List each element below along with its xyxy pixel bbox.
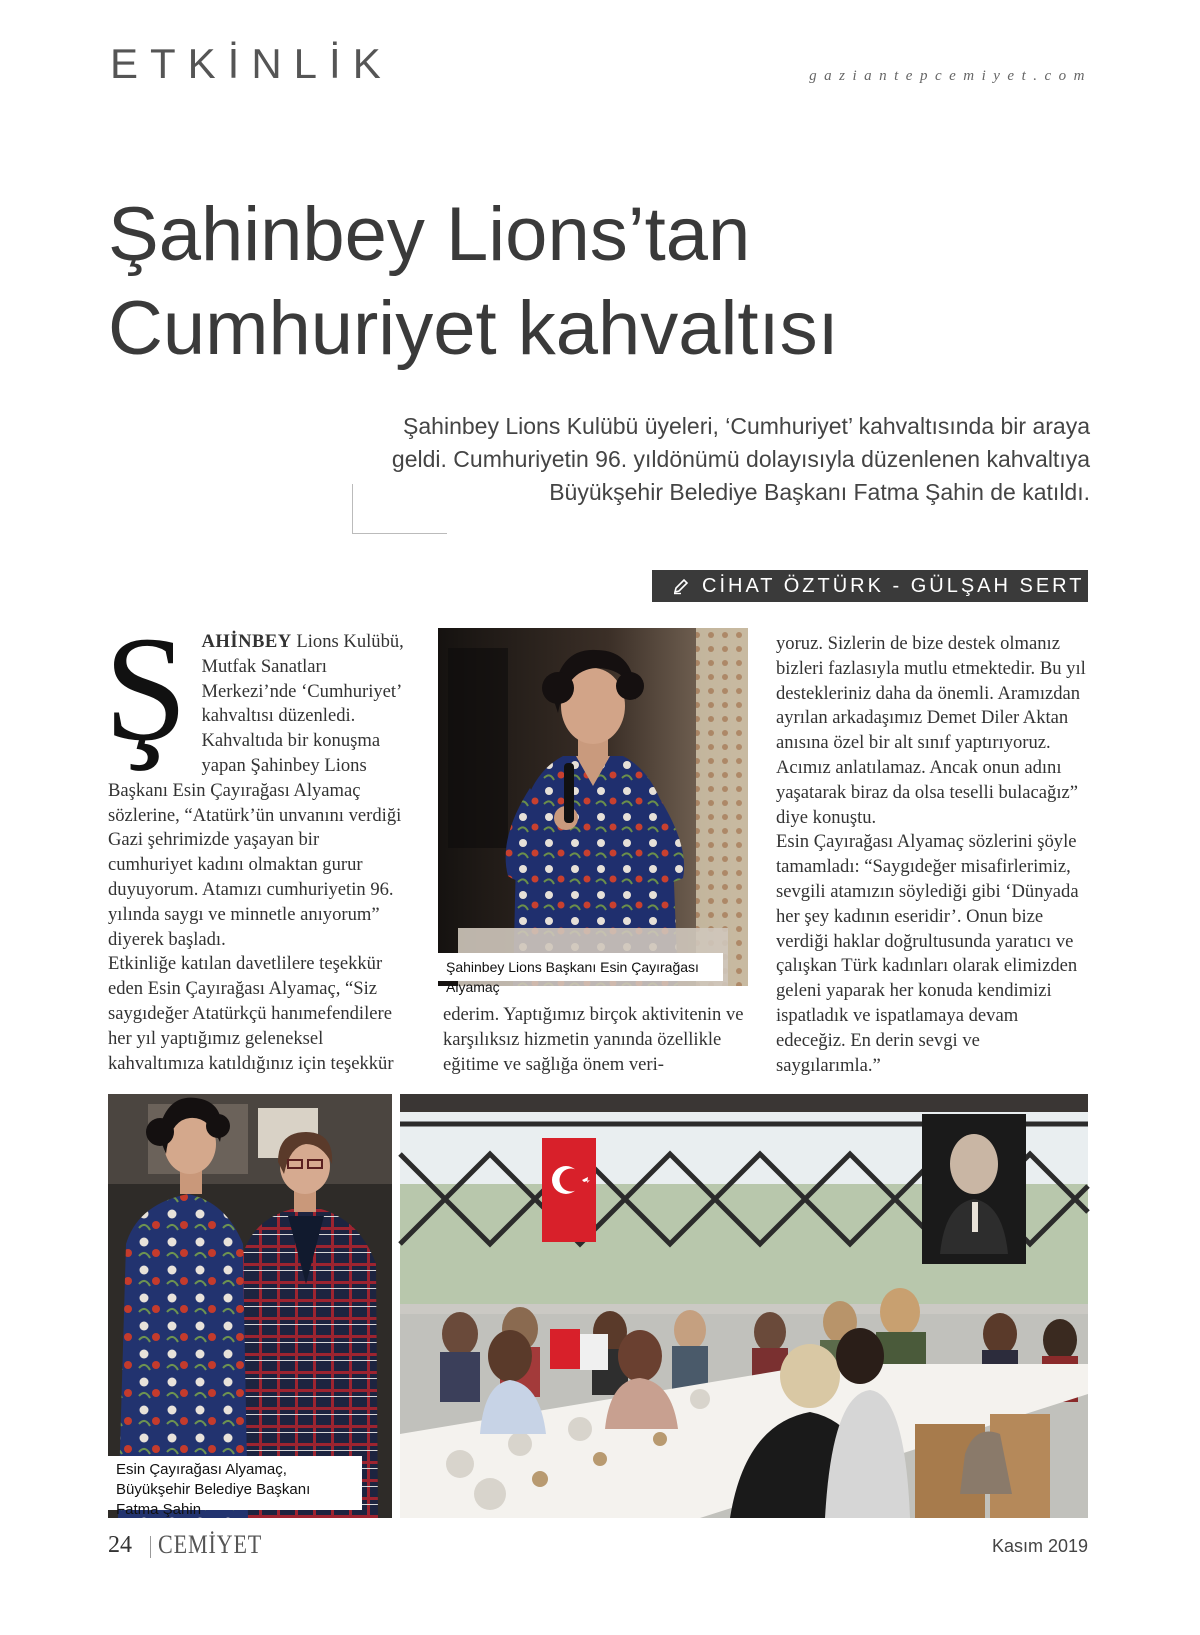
paragraph-4: yoruz. Sizlerin de bize destek olmanız bizleri fazlasıyla mutlu etmektedir. Bu yıl destekleriniz daha da önemli. Aramızdan ayrılan arkadaşımız Demet Diler Aktan anısına özel bir alt sınıf yaptırıyoruz. Acımız anlatılamaz. Ancak onun adını yaşatarak biraz da olsa teselli bulacağız” diye konuştu.	[776, 633, 1086, 828]
article-headline	[108, 188, 1068, 376]
paragraph-3: ederim. Yaptığımız birçok aktivitenin ve karşılıksız hizmetin yanında özellikle eğitime ve sağlığa önem veri-	[443, 1004, 744, 1075]
byline-authors: CİHAT ÖZTÜRK - GÜLŞAH SERT	[702, 574, 1085, 597]
headline-line-1: Şahinbey Lions’tan	[108, 192, 751, 277]
speaker-photo	[438, 628, 748, 995]
byline-bar	[652, 570, 1088, 602]
website-url[interactable]: gaziantepcemiyet.com	[809, 68, 1092, 84]
pen-icon	[672, 577, 690, 595]
lead-word: AHİNBEY	[201, 631, 292, 652]
body-column-2	[443, 1003, 753, 1077]
paragraph-1-text: Lions Kulübü, Mutfak Sanatları Merkezi’nde ‘Cumhuriyet’ kahvaltısı düzenledi. Kahvaltıda bir konuşma yapan Şahinbey Lions Başkanı Esin Çayırağası Alyamaç sözlerine, “Atatürk’ün unvanını verdiği Gazi şehrimizde yaşayan bir cumhuriyet kadını olmaktan gurur duyuyorum. Atamızı cumhuriyetin 96. yılında saygı ve minnetle anıyorum” diyerek başladı.	[108, 631, 404, 950]
event-photo	[400, 1094, 1088, 1518]
pair-caption-line-2: Büyükşehir Belediye Başkanı Fatma Şahin	[116, 1481, 311, 1518]
pair-caption	[108, 1456, 362, 1518]
section-label: ETKİNLİK	[110, 40, 393, 87]
drop-cap: Ş	[104, 606, 188, 772]
speaker-caption: Şahinbey Lions Başkanı Esin Çayırağası Alyamaç	[438, 953, 723, 981]
article-lede: Şahinbey Lions Kulübü üyeleri, ‘Cumhuriyet’ kahvaltısında bir araya geldi. Cumhuriyetin 96. yıldönümü dolayısıyla düzenlenen kahvaltıya Büyükşehir Belediye Başkanı Fatma Şahin de katıldı.	[391, 413, 1090, 505]
magazine-name: CEMİYET	[158, 1530, 263, 1559]
lede-rule-horizontal	[352, 533, 447, 534]
lede-rule-vertical	[352, 484, 353, 534]
body-column-3	[776, 632, 1088, 1078]
footer-divider	[150, 1536, 151, 1558]
issue-date: Kasım 2019	[991, 1536, 1088, 1556]
pair-photo	[108, 1094, 392, 1518]
headline-line-2: Cumhuriyet kahvaltısı	[108, 286, 839, 371]
pair-caption-line-1: Esin Çayırağası Alyamaç,	[116, 1461, 287, 1478]
paragraph-2: Etkinliğe katılan davetlilere teşekkür eden Esin Çayırağası Alyamaç, “Siz saygıdeğer Atatürkçü hanımefendilere her yıl yaptığımız geleneksel kahvaltımıza katıldığınız için teşekkür	[108, 953, 394, 1074]
page-number: 24	[108, 1532, 132, 1558]
body-column-1	[104, 606, 408, 1076]
paragraph-5: Esin Çayırağası Alyamaç sözlerini şöyle tamamladı: “Saygıdeğer misafirlerimiz, sevgili atamızın söylediği gibi ‘Dünyada her şey kadının eseridir’. Onun bize verdiği haklar doğrultusunda yaratıcı ve çalışkan Türk kadınları olarak elimizden geleni yaparak her konuda kendimizi ispatladık ve ispatlamaya devam edeceğiz. En derin sevgi ve saygılarımla.”	[776, 831, 1079, 1076]
